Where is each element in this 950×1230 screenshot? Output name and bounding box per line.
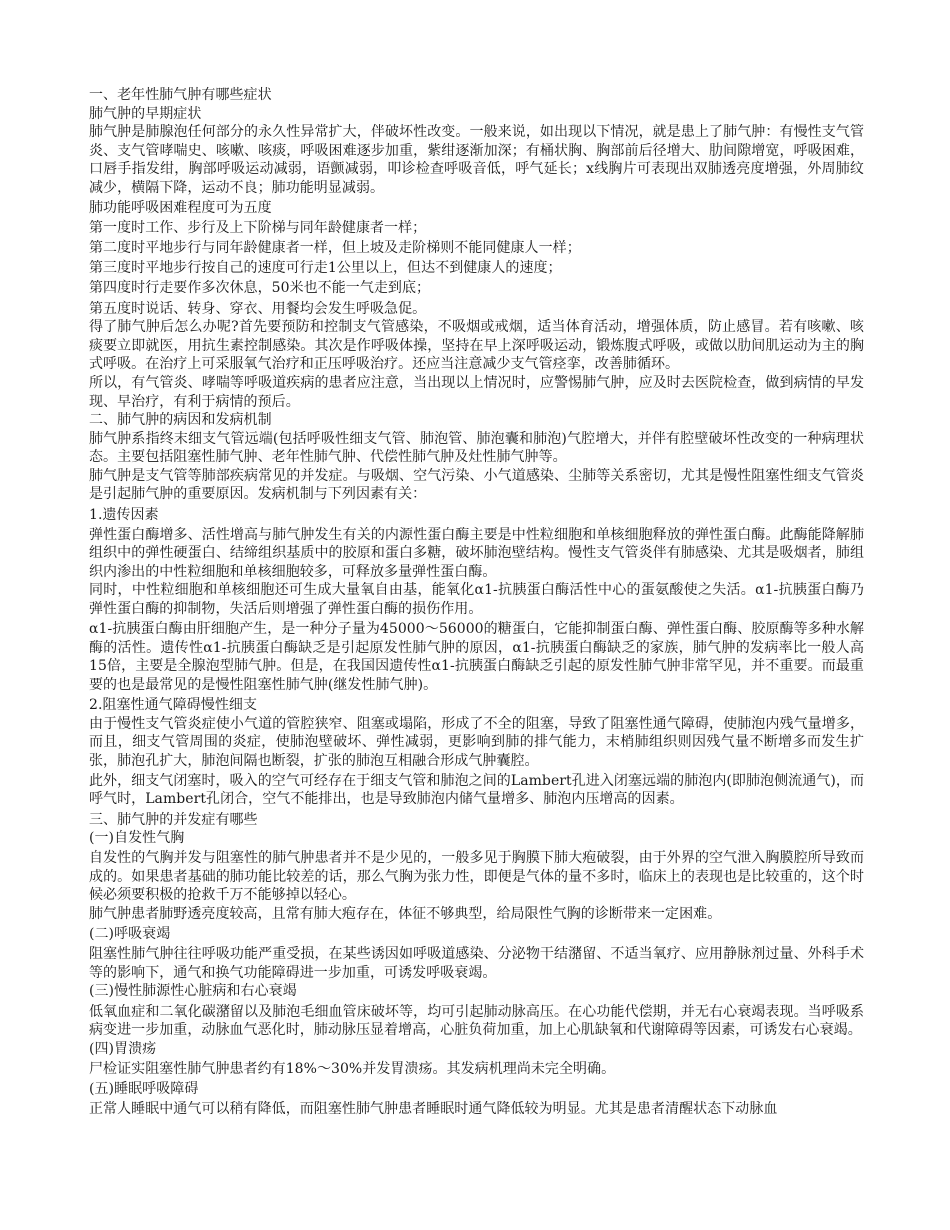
paragraph-pneumothorax: 自发性的气胸并发与阻塞性的肺气肿患者并不是少见的，一般多见于胸膜下肺大疱破裂，由于外界的空气泄入胸膜腔所导致而成的。如果患者基础的肺功能比较差的话，那么气胸为张力性，即便是气体的量不多时，临床上的表现也是比较重的，这个时候必须要积极的抢救千万不能够掉以轻心。 [89,850,864,904]
heading-symptoms: 一、老年性肺气肿有哪些症状 [89,87,272,103]
list-item-degree-3: 第三度时平地步行按自己的速度可行走1公里以上，但达不到健康人的速度； [89,260,562,277]
subheading-genetic: 1.遗传因素 [89,506,159,523]
paragraph-definition: 肺气肿是肺腺泡任何部分的永久性异常扩大，伴破坏性改变。一般来说，如出现以下情况，就是患上了肺气肿：有慢性支气管炎、支气管哮喘史、咳嗽、咳痰，呼吸困难逐步加重，紫绀逐渐加深；有桶状胸、胸部前后径增大、肋间隙增宽，呼吸困难，口唇手指发绀，胸部呼吸运动减弱，语颤减弱，叩诊检查呼吸音低，呼气延长；x线胸片可表现出双肺透亮度增强，外周肺纹减少，横隔下降，运动不良；肺功能明显减弱。 [89,124,864,196]
paragraph-elastase: 弹性蛋白酶增多、活性增高与肺气肿发生有关的内源性蛋白酶主要是中性粒细胞和单核细胞释放的弹性蛋白酶。此酶能降解肺组织中的弹性硬蛋白、结缔组织基质中的胶原和蛋白多糖，破坏肺泡壁结构。慢性支气管炎伴有肺感染、尤其是吸烟者，肺组织内渗出的中性粒细胞和单核细胞较多，可释放多量弹性蛋白酶。 [89,526,864,580]
paragraph-obstructive: 由于慢性支气管炎症使小气道的管腔狭窄、阻塞或塌陷，形成了不全的阻塞，导致了阻塞性通气障碍，使肺泡内残气量增多，而且，细支气管周围的炎症，使肺泡壁破坏、弹性减弱，更影响到肺的排气能力，末梢肺组织则因残气量不断增多而发生扩张，肺泡孔扩大，肺泡间隔也断裂，扩张的肺泡互相融合形成气肿囊腔。 [89,715,864,769]
paragraph-cor-pulmonale: 低氧血症和二氧化碳潴留以及肺泡毛细血管床破坏等，均可引起肺动脉高压。在心功能代偿期，并无右心衰竭表现。当呼吸系病变进一步加重，动脉血气恶化时，肺动脉压显着增高，心脏负荷加重，加上心肌缺氧和代谢障碍等因素，可诱发右心衰竭。 [89,1003,864,1039]
subheading-obstructive: 2.阻塞性通气障碍慢性细支 [89,697,258,713]
subheading-ulcer: (四)胃溃疡 [89,1040,157,1057]
subheading-pneumothorax: (一)自发性气胸 [89,830,185,847]
paragraph-treatment: 得了肺气肿后怎么办呢?首先要预防和控制支气管感染，不吸烟或戒烟，适当体育活动，增强体质，防止感冒。若有咳嗽、咳痰要立即就医，用抗生素控制感染。其次是作呼吸体操，坚持在早上深呼吸运动，锻炼腹式呼吸，或做以肋间肌运动为主的胸式呼吸。在治疗上可采服氧气治疗和正压呼吸治疗。还应当注意减少支气管痉挛，改善肺循环。 [89,319,864,373]
paragraph-pneumothorax-diagnosis: 肺气肿患者肺野透亮度较高，且常有肺大疱存在，体征不够典型，给局限性气胸的诊断带来一定困难。 [89,906,722,923]
subheading-sleep: (五)睡眠呼吸障碍 [89,1080,199,1097]
subheading-early-symptoms: 肺气肿的早期症状 [89,105,202,122]
paragraph-causes-complication: 肺气肿是支气管等肺部疾病常见的并发症。与吸烟、空气污染、小气道感染、尘肺等关系密切，尤其是慢性阻塞性细支气管炎是引起肺气肿的重要原因。发病机制与下列因素有关： [89,467,864,503]
paragraph-antitrypsin: α1-抗胰蛋白酶由肝细胞产生，是一种分子量为45000～56000的糖蛋白，它能抑制蛋白酶、弹性蛋白酶、胶原酶等多种水解酶的活性。遗传性α1-抗胰蛋白酶缺乏是引起原发性肺气肿的原因，α1-抗胰蛋白酶缺乏的家族，肺气肿的发病率比一般人高15倍，主要是全腺泡型肺气肿。但是，在我国因遗传性α1-抗胰蛋白酶缺乏引起的原发性肺气肿非常罕见，并不重要。而最重要的也是最常见的是慢性阻塞性肺气肿(继发性肺气肿)。 [89,621,864,693]
paragraph-lambert: 此外，细支气闭塞时，吸入的空气可经存在于细支气管和肺泡之间的Lambert孔进入闭塞远端的肺泡内(即肺泡侧流通气)，而呼气时，Lambert孔闭合，空气不能排出，也是导致肺泡内储气量增多、肺泡内压增高的因素。 [89,772,864,808]
subheading-five-degrees: 肺功能呼吸困难程度可为五度 [89,200,272,217]
subheading-respiratory-failure: (二)呼吸衰竭 [89,926,171,943]
paragraph-oxygen-radicals: 同时，中性粒细胞和单核细胞还可生成大量氧自由基，能氧化α1-抗胰蛋白酶活性中心的蛋氨酸使之失活。α1-抗胰蛋白酶乃弹性蛋白酶的抑制物，失活后则增强了弹性蛋白酶的损伤作用。 [89,582,864,618]
paragraph-ulcer: 尸检证实阻塞性肺气肿患者约有18%～30%并发胃溃疡。其发病机理尚未完全明确。 [89,1060,616,1077]
heading-complications: 三、肺气肿的并发症有哪些 [89,811,258,828]
paragraph-sleep: 正常人睡眠中通气可以稍有降低，而阻塞性肺气肿患者睡眠时通气降低较为明显。尤其是患者清醒状态下动脉血 [89,1100,778,1117]
subheading-cor-pulmonale: (三)慢性肺源性心脏病和右心衰竭 [89,983,297,1000]
paragraph-respiratory-failure: 阻塞性肺气肿往往呼吸功能严重受损，在某些诱因如呼吸道感染、分泌物干结潴留、不适当氧疗、应用静脉剂过量、外科手术等的影响下，通气和换气功能障碍进一步加重，可诱发呼吸衰竭。 [89,946,864,981]
list-item-degree-5: 第五度时说话、转身、穿衣、用餐均会发生呼吸急促。 [89,300,427,317]
list-item-degree-2: 第二度时平地步行与同年龄健康者一样，但上坡及走阶梯则不能同健康人一样； [89,240,581,257]
paragraph-conclusion: 所以，有气管炎、哮喘等呼吸道疾病的患者应注意，当出现以上情况时，应警惕肺气肿，应及时去医院检查，做到病情的早发现、早治疗，有利于病情的预后。 [89,374,864,410]
paragraph-causes-definition: 肺气肿系指终末细支气管远端(包括呼吸性细支气管、肺泡管、肺泡囊和肺泡)气腔增大，并伴有腔壁破坏性改变的一种病理状态。主要包括阻塞性肺气肿、老年性肺气肿、代偿性肺气肿及灶性肺气肿等。 [89,430,864,466]
list-item-degree-1: 第一度时工作、步行及上下阶梯与同年龄健康者一样； [89,220,427,237]
heading-causes: 二、肺气肿的病因和发病机制 [89,412,272,429]
list-item-degree-4: 第四度时行走要作多次休息，50米也不能一气走到底； [89,280,431,297]
